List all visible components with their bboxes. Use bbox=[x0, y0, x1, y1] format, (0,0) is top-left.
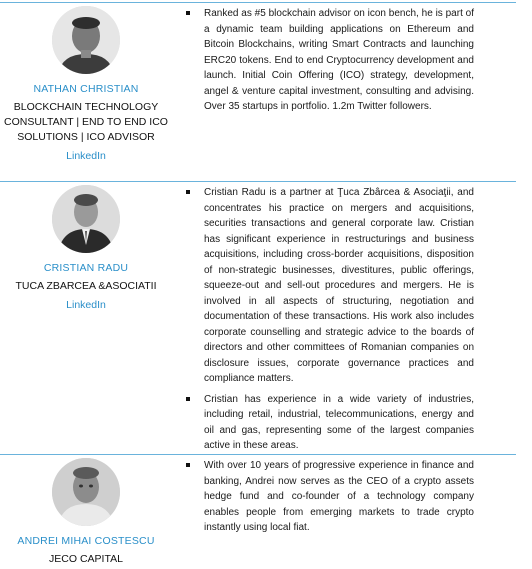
bio-text: Cristian Radu is a partner at Ţuca Zbârcea & Asociaţii, and concentrates his practice on mergers and acquisitions, securities transactions and general corporate law. Cristian has significant experience in restructurings and business acquisitions, including cross-border acquisitions, disposition of non-strategic businesses, divestitures, public offerings, squeeze-out and sell-out procedures and mergers. He is involved in all aspects of structuring, negotiation and documentation of these transactions. His work also includes corporate counselling and strategic advice to the boards of directors and other committees of Romanian companies on disclosure issues, corporate governance practices and compliance matters. bbox=[204, 187, 474, 384]
bio-text: Cristian has experience in a wide variety of industries, including retail, industrial, telecommunications, energy and oil and gas, representing some of the largest companies active in these areas. bbox=[204, 393, 474, 451]
bio-bullet bbox=[186, 458, 474, 536]
profile-name: CRISTIAN RADU bbox=[43, 262, 129, 274]
row-divider bbox=[0, 2, 516, 3]
bullet-icon bbox=[186, 463, 190, 467]
row-divider bbox=[0, 181, 516, 182]
profile-card bbox=[0, 458, 172, 567]
profile-bio bbox=[186, 185, 474, 459]
bullet-icon bbox=[186, 190, 190, 194]
bio-text: With over 10 years of progressive experience in finance and banking, Andrei now serves as the CEO of a crypto assets hedge fund and co-founder of a technology company enables people from emerging markets to trade crypto instantly using local fiat. bbox=[204, 460, 474, 533]
bio-bullet bbox=[186, 6, 474, 115]
avatar bbox=[52, 6, 120, 74]
bio-bullet bbox=[186, 392, 474, 454]
profile-title: TUCA ZBARCEA &ASOCIATII bbox=[15, 280, 157, 292]
bio-text: Ranked as #5 blockchain advisor on icon bench, he is part of a dynamic team building applications on Ethereum and Bitcoin Blockchains, writing Smart Contracts and launching ERC20 tokens. End to end Cryptocurrency development and launch. Initial Coin Offering (ICO) strategy, development, angel & venture capital investment, consulting and advising. Over 35 startups in portfolio. 1.2m Twitter followers. bbox=[204, 8, 474, 112]
profile-card bbox=[0, 185, 172, 313]
profile-title: JECO CAPITAL bbox=[49, 553, 123, 565]
linkedin-link[interactable]: LinkedIn bbox=[66, 150, 106, 162]
profile-title: BLOCKCHAIN TECHNOLOGY CONSULTANT | END TO END ICO SOLUTIONS | ICO ADVISOR bbox=[4, 101, 168, 143]
bio-bullet bbox=[186, 185, 474, 387]
avatar bbox=[52, 185, 120, 253]
avatar bbox=[52, 458, 120, 526]
profile-bio bbox=[186, 458, 474, 541]
profile-card bbox=[0, 6, 172, 164]
bullet-icon bbox=[186, 397, 190, 401]
profile-bio bbox=[186, 6, 474, 120]
bullet-icon bbox=[186, 11, 190, 15]
linkedin-link[interactable]: LinkedIn bbox=[66, 299, 106, 311]
row-divider bbox=[0, 454, 516, 455]
profile-name: NATHAN CHRISTIAN bbox=[33, 83, 139, 95]
profile-name: ANDREI MIHAI COSTESCU bbox=[17, 535, 155, 547]
